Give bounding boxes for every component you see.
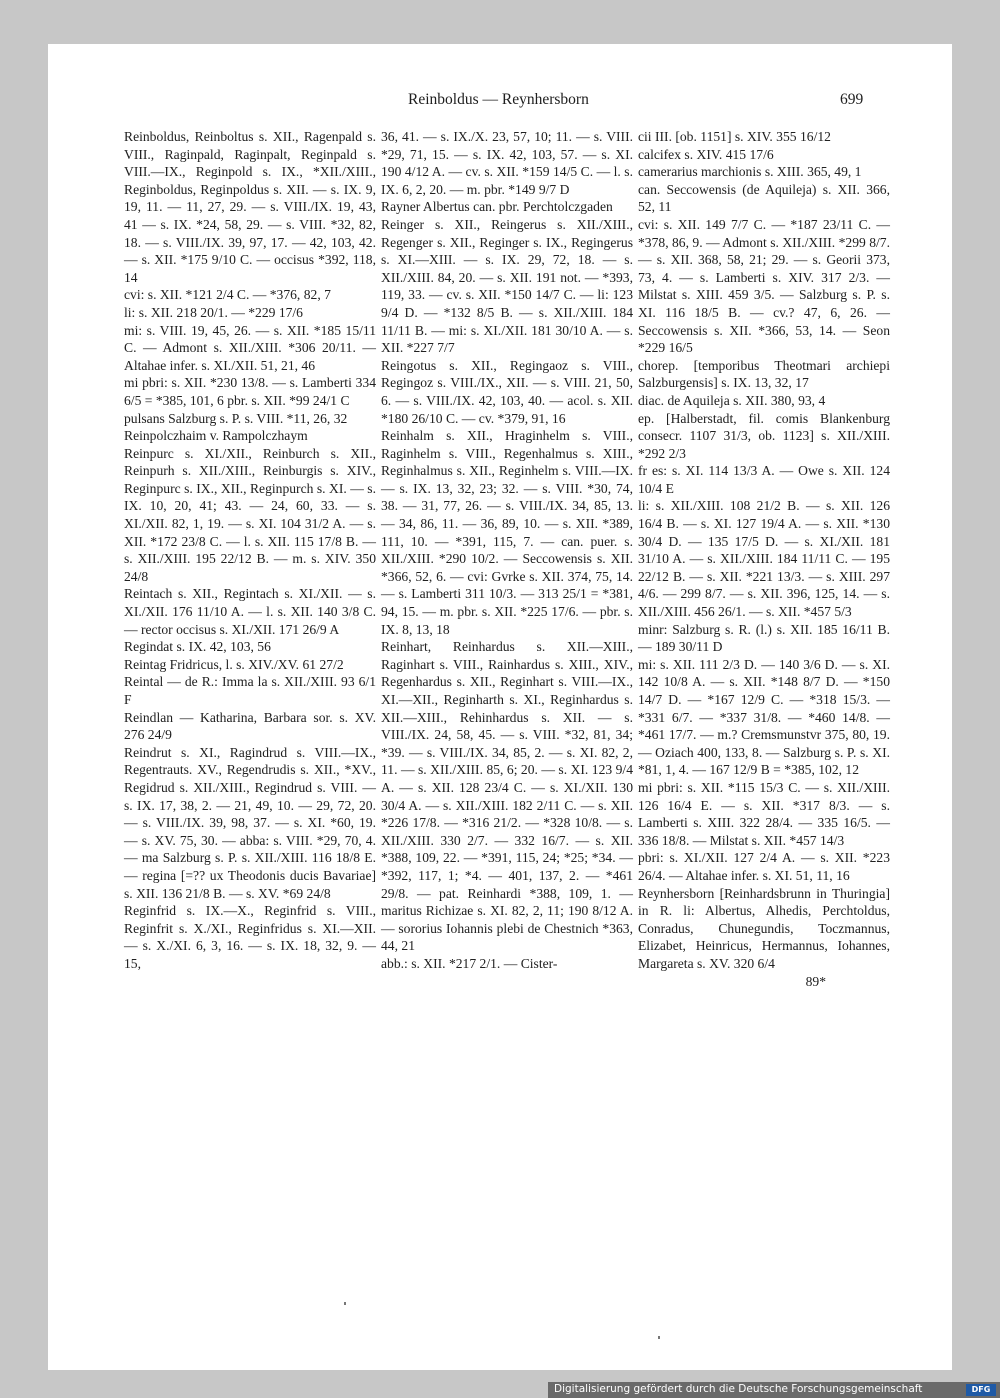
dfg-logo: DFG [966,1384,996,1396]
text-column-1 [124,128,376,973]
column-1-text: Reinboldus, Reinboltus s. XII., Ragenpald s. VIII., Raginpald, Raginpalt, Reginpald s. VIII.—IX., Reginpold s. IX., *XII./XIII., Reginboldus, Reginpoldus s. XII. — s. IX. 9, 19, 11. — 11, 27, 29. — s. VIII./IX. 19, 43, 41 — s. IX. *24, 58, 29. — s. VIII. *32, 82, 18. — s. VIII./IX. 39, 97, 17. — 42, 103, 42. — s. XII. *175 9/10 C. — occisus *392, 118, 14 cvi: s. XII. *121 2/4 C. — *376, 82, 7 li: s. XII. 218 20/1. — *229 17/6 mi: s. VIII. 19, 45, 26. — s. XII. *185 15/11 C. — Admont s. XII./XIII. *306 20/11. — Altahae infer. s. XI./XII. 51, 21, 46 mi pbri: s. XII. *230 13/8. — s. Lamberti 334 6/5 = *385, 101, 6 pbr. s. XII. *99 24/1 C pulsans Salzburg s. P. s. VIII. *11, 26, 32 Reinpolczhaim v. Rampolczhaym Reinpurc s. XI./XII., Reinburch s. XII., Reinpurh s. XII./XIII., Reinburgis s. XIV., Reginpurc s. IX., XII., Reginpurch s. XI. — s. IX. 10, 20, 41; 43. — 24, 60, 33. — s. XI./XII. 82, 1, 19. — s. XI. 104 31/2 A. — s. XII. *172 23/8 C. — l. s. XII. 115 17/8 B. — s. XII./XIII. 195 22/12 B. — m. s. XIV. 350 24/8 Reintach s. XII., Regintach s. XI./XII. — s. XI./XII. 176 11/10 A. — l. s. XII. 140 3/8 C. — rector occisus s. XI./XII. 171 26/9 A Regindat s. IX. 42, 103, 56 Reintag Fridricus, l. s. XIV./XV. 61 27/2 Reintal — de R.: Imma la s. XII./XIII. 93 6/1 F Reindlan — Katharina, Barbara sor. s. XV. 276 24/9 Reindrut s. XI., Ragindrud s. VIII.—IX., Regentrauts. XV., Regendrudis s. XII., *XV., Regidrud s. XII./XIII., Regindrud s. VIII. — s. IX. 17, 38, 2. — 21, 49, 10. — 29, 72, 20. — s. VIII./IX. 39, 98, 37. — s. XI. *60, 19. — s. XV. 75, 30. — abba: s. VIII. *29, 70, 4. — ma Salzburg s. P. s. XII./XIII. 116 18/8 E. — regina [=?? ux Theodonis ducis Bavariae] s. XII. 136 21/8 B. — s. XV. *69 24/8 Reginfrid s. IX.—X., Reginfrid s. VIII., Reginfrit s. X./XI., Reginfridus s. XI.—XII. — s. X./XI. 6, 3, 16. — s. IX. 18, 32, 9. — 15, [124,129,376,971]
running-header [48,91,952,113]
column-2-text: 36, 41. — s. IX./X. 23, 57, 10; 11. — s. VIII. *29, 71, 15. — s. IX. 42, 103, 57. — s. XI. 190 4/12 A. — cv. s. XII. *159 14/5 C. — l. s. IX. 6, 2, 20. — m. pbr. *149 9/7 D Rayner Albertus can. pbr. Perchtolczgaden Reinger s. XII., Reingerus s. XII./XIII., Regenger s. XII., Reginger s. IX., Regingerus s. XI.—XIII. — s. IX. 29, 72, 18. — s. XII./XIII. 84, 20. — s. XII. 191 not. — *393, 119, 33. — cv. s. XII. *150 14/7 C. — li: 123 9/4 D. — *132 8/5 B. — s. XII./XIII. 184 11/11 B. — mi: s. XI./XII. 181 30/10 A. — s. XII. *227 7/7 Reingotus s. XII., Regingaoz s. VIII., Regingoz s. VIII./IX., XII. — s. VIII. 21, 50, 6. — s. VIII./IX. 42, 103, 40. — acol. s. XII. *180 26/10 C. — cv. *379, 91, 16 Reinhalm s. XII., Hraginhelm s. VIII., Raginhelm s. VIII., Regenhalmus s. XIII., Reginhalmus s. XII., Reginhelm s. VIII.—IX. — s. IX. 13, 32, 23; 32. — s. VIII. *30, 74, 38. — 31, 77, 26. — s. VIII./IX. 34, 85, 13. — 34, 86, 11. — 36, 89, 10. — s. XII. *389, 111, 10. — *391, 115, 7. — can. puer. s. XII./XIII. *290 10/2. — Seccowensis s. XII. *366, 52, 6. — cvi: Gvrke s. XII. 374, 75, 14. — s. Lamberti 311 10/3. — 313 25/1 = *381, 94, 15. — m. pbr. s. XII. *225 17/6. — pbr. s. IX. 8, 13, 18 Reinhart, Reinhardus s. XII.—XIII., Raginhart s. VIII., Rainhardus s. XIII., XIV., Regenhardus s. XII., Reginhart s. VIII.—IX., XI.—XII., Reginharth s. XI., Reginhardus s. XII.—XIII., Rehinhardus s. XII. — s. VIII./IX. 24, 58, 45. — s. VIII. *32, 81, 34; *39. — s. VIII./IX. 34, 85, 2. — s. XI. 82, 2, 11. — s. XII./XIII. 85, 6; 20. — s. XI. 123 9/4 A. — s. XII. 128 23/4 C. — s. XI./XII. 130 30/4 A. — s. XII./XIII. 182 2/11 C. — s. XII. *226 17/8. — *316 21/2. — *328 10/8. — s. XII./XIII. 330 2/7. — 332 16/7. — s. XII. *388, 109, 22. — *391, 115, 24; *25; *34. — *392, 117, 1; *4. — 401, 137, 2. — *461 29/8. — pat. Reinhardi *388, 109, 1. — maritus Richizae s. XI. 82, 2, 11; 190 8/12 A. — sororius Iohannis plebi de Chestnich *363, 44, 21 abb.: s. XII. *217 2/1. — Cister- [381,129,633,971]
footer-credit: Digitalisierung gefördert durch die Deutsche Forschungsgemeinschaft [554,1383,923,1395]
page-title: Reinboldus — Reynhersborn [408,91,589,108]
page-number: 699 [840,91,864,108]
speck-mark [344,1302,346,1305]
text-column-3 [638,128,890,990]
signature-mark: 89* [805,973,826,989]
document-page [48,44,952,1370]
footer-bar [548,1382,1000,1398]
column-3-text: cii III. [ob. 1151] s. XIV. 355 16/12 calcifex s. XIV. 415 17/6 camerarius marchionis s. XIII. 365, 49, 1 can. Seccowensis (de Aquileja) s. XII. 366, 52, 11 cvi: s. XII. 149 7/7 C. — *187 23/11 C. — *378, 86, 9. — Admont s. XII./XIII. *299 8/7. — s. XII. 368, 58, 21; 29. — s. Georii 373, 73, 4. — s. Lamberti s. XIV. 317 2/3. — Milstat s. XIII. 459 3/5. — Salzburg s. P. s. XI. 116 18/5 B. — cv.? 47, 6, 26. — Seccowensis s. XII. *366, 53, 14. — Seon *229 16/5 chorep. [temporibus Theotmari archiepi Salzburgensis] s. IX. 13, 32, 17 diac. de Aquileja s. XII. 380, 93, 4 ep. [Halberstadt, fil. comis Blankenburg consecr. 1107 31/3, ob. 1123] s. XII./XIII. *292 2/3 fr es: s. XI. 114 13/3 A. — Owe s. XII. 124 10/4 E li: s. XII./XIII. 108 21/2 B. — s. XII. 126 16/4 B. — s. XI. 127 19/4 A. — s. XII. *130 30/4 D. — 135 17/5 D. — s. XI./XII. 181 31/10 A. — s. XII./XIII. 184 11/11 C. — 195 22/12 B. — s. XII. *221 13/3. — s. XIII. 297 4/6. — 299 8/7. — s. XII. 396, 125, 14. — s. XII./XIII. 456 26/1. — s. XII. *457 5/3 minr: Salzburg s. R. (l.) s. XII. 185 16/11 B. — 189 30/11 D mi: s. XII. 111 2/3 D. — 140 3/6 D. — s. XI. 142 10/8 A. — s. XII. *148 8/7 D. — *150 14/7 D. — *167 12/9 C. — *318 15/3. — *331 6/7. — *337 31/8. — *460 14/8. — *461 17/7. — m.? Cremsmunstvr 375, 80, 19. — Oziach 400, 133, 8. — Salzburg s. P. s. XI. *81, 1, 4. — 167 12/9 B = *385, 102, 12 mi pbri: s. XII. *115 15/3 C. — s. XII./XIII. 126 16/4 E. — s. XII. *317 8/3. — s. Lamberti s. XIII. 322 28/4. — 335 16/5. — 336 18/8. — Milstat s. XII. *457 14/3 pbri: s. XI./XII. 127 2/4 A. — s. XII. *223 26/4. — Altahae infer. s. XI. 51, 11, 16 Reynhersborn [Reinhardsbrunn in Thuringia] in R. li: Albertus, Alhedis, Perchtoldus, Conradus, Chunegundis, Toczmannus, Elizabet, Heinricus, Hermannus, Iohannes, Margareta s. XV. 320 6/4 [638,129,890,971]
speck-mark [658,1336,660,1339]
text-column-2 [381,128,633,973]
